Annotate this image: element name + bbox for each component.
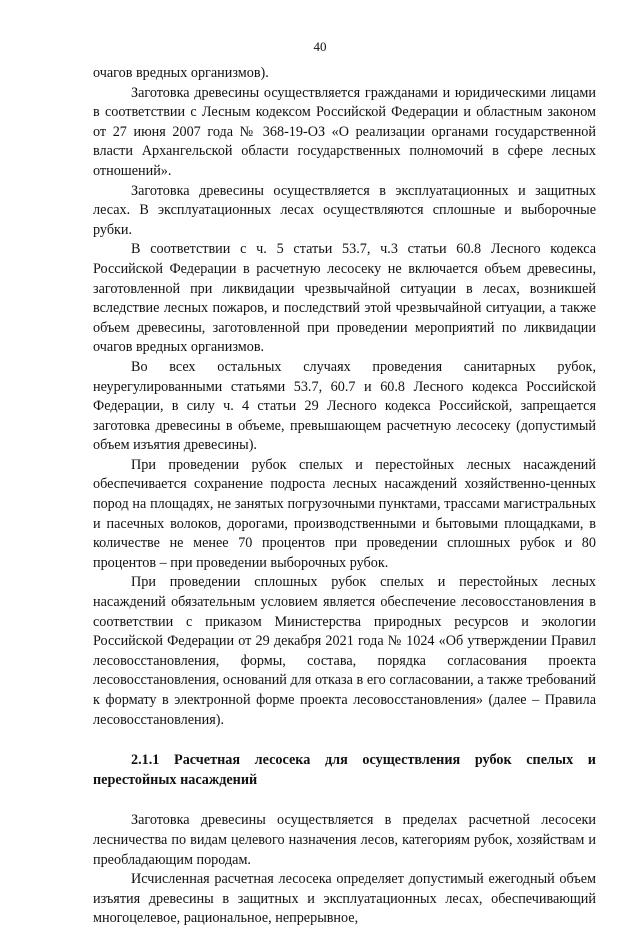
- paragraph-3: В соответствии с ч. 5 статьи 53.7, ч.3 статьи 60.8 Лесного кодекса Российской Федерации в расчетную лесосеку не включается объем древесины, заготовленной при ликвидации чрезвычайной ситуации в лесах, возникшей вследствие лесных пожаров, и последствий этой чрезвычайной ситуации, а также объем древесины, заготовленной при проведении мероприятий по ликвидации очагов вредных организмов.: [93, 241, 596, 356]
- paragraph-8: Исчисленная расчетная лесосека определяет допустимый ежегодный объем изъятия древесины в защитных и эксплуатационных лесах, обеспечивающий многоцелевое, рациональное, непрерывное,: [93, 871, 596, 927]
- paragraph-4: Во всех остальных случаях проведения санитарных рубок, неурегулированными статьями 53.7, 60.7 и 60.8 Лесного кодекса Российской Федерации, в силу ч. 4 статьи 29 Лесного кодекса Российской, запрещается заготовка древесины в объеме, превышающем расчетную лесосеку (допустимый объем изъятия древесины).: [93, 358, 596, 454]
- paragraph-6: При проведении сплошных рубок спелых и перестойных лесных насаждений обязательным условием является обеспечение лесовосстановления в соответствии с приказом Министерства природных ресурсов и экологии Российской Федерации от 29 декабря 2021 года № 1024 «Об утверждении Правил лесовосстановления, формы, состава, порядка согласования проекта лесовосстановления, оснований для отказа в его согласовании, а также требований к формату в электронной форме проекта лесовосстановления» (далее – Правила лесовосстановления).: [93, 574, 596, 728]
- paragraph-0: очагов вредных организмов).: [93, 65, 269, 81]
- page-number: 40: [313, 39, 327, 54]
- section-heading: 2.1.1 Расчетная лесосека для осуществления рубок спелых и перестойных насаждений: [93, 752, 596, 788]
- body-text: [93, 64, 596, 929]
- paragraph-5: При проведении рубок спелых и перестойных лесных насаждений обеспечивается сохранение подроста лесных насаждений хозяйственно-ценных пород на площадях, не занятых погрузочными пунктами, трассами магистральных и пасечных волоков, дорогами, производственными и бытовыми площадками, в количестве не менее 70 процентов при проведении сплошных рубок и 80 процентов – при проведении выборочных рубок.: [93, 456, 596, 571]
- paragraph-2: Заготовка древесины осуществляется в эксплуатационных и защитных лесах. В эксплуатационных лесах осуществляются сплошные и выборочные рубки.: [93, 182, 596, 238]
- paragraph-7: Заготовка древесины осуществляется в пределах расчетной лесосеки лесничества по видам целевого назначения лесов, категориям рубок, хозяйствам и преобладающим породам.: [93, 812, 596, 868]
- paragraph-1: Заготовка древесины осуществляется гражданами и юридическими лицами в соответствии с Лесным кодексом Российской Федерации и областным законом от 27 июня 2007 года № 368-19-ОЗ «О реализации органами государственной власти Архангельской области государственных полномочий в сфере лесных отношений».: [93, 84, 596, 179]
